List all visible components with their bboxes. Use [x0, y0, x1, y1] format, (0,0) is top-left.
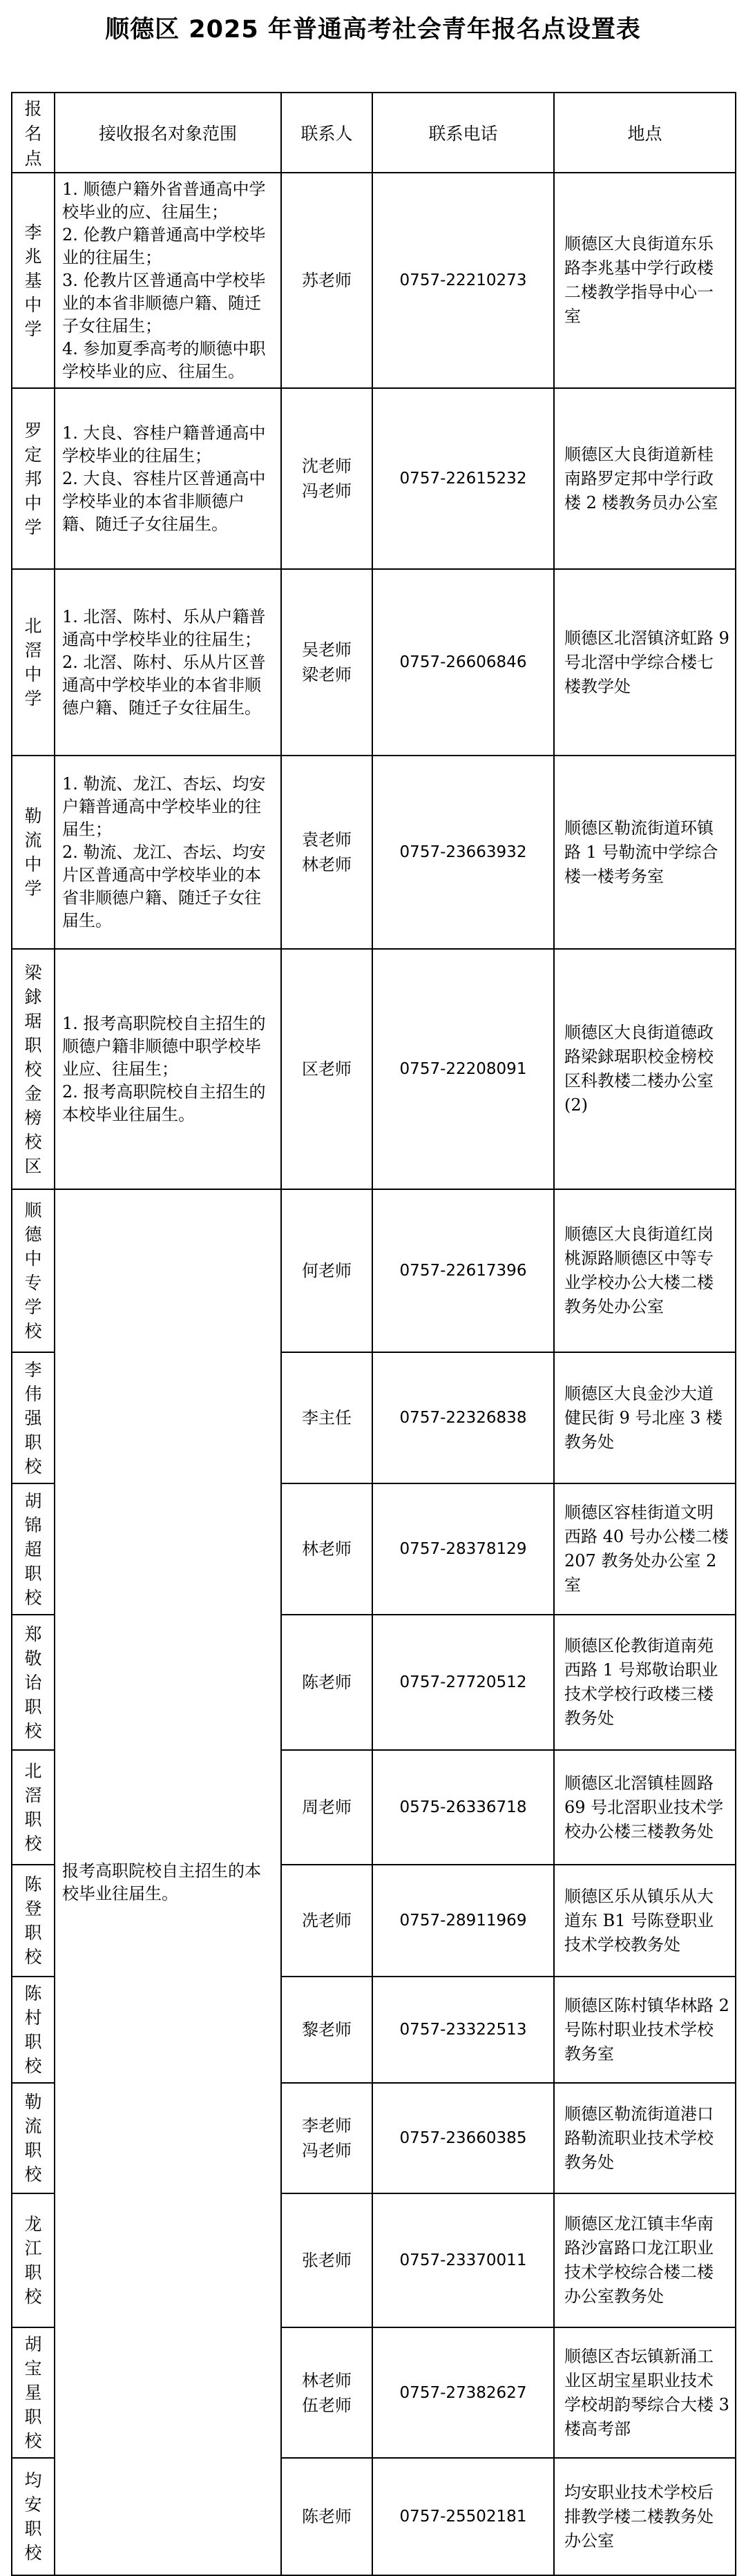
header-contact: 联系人 [281, 93, 372, 173]
cell-contact [281, 1977, 372, 2083]
cell-contact-line: 张老师 [302, 2251, 352, 2270]
cell-scope-line: 1. 报考高职院校自主招生的顺德户籍非顺德中职学校毕业应、往届生； [62, 1013, 266, 1079]
cell-contact-line: 冼老师 [302, 1911, 352, 1930]
cell-contact [281, 2193, 372, 2327]
cell-contact-line: 何老师 [302, 1261, 352, 1280]
cell-phone: 0575-26336718 [372, 1750, 554, 1865]
cell-scope [55, 756, 281, 949]
cell-contact-line: 林老师 [302, 855, 352, 874]
cell-address: 顺德区龙江镇丰华南路沙富路口龙江职业技术学校综合楼二楼办公室教务处 [554, 2193, 736, 2327]
school-name: 北滘职校 [24, 1761, 42, 1854]
cell-address: 顺德区容桂街道文明西路 40 号办公楼二楼 207 教务处办公室 2 室 [554, 1483, 736, 1615]
cell-contact [281, 388, 372, 569]
table-body [12, 173, 736, 2575]
table-row [12, 1189, 736, 1352]
cell-contact-line: 林老师 [302, 2370, 352, 2390]
header-school: 报名点 [12, 93, 55, 173]
cell-scope [55, 949, 281, 1189]
cell-school [12, 1865, 55, 1977]
table-row [12, 388, 736, 569]
cell-scope-line: 1. 北滘、陈村、乐从户籍普通高中学校毕业的往届生； [62, 606, 266, 649]
school-name: 勒流中学 [24, 806, 42, 898]
cell-school [12, 1483, 55, 1615]
cell-contact [281, 1865, 372, 1977]
school-name: 北滘中学 [24, 616, 42, 709]
cell-contact [281, 2083, 372, 2193]
cell-address: 顺德区北滘镇济虹路 9 号北滘中学综合楼七楼教学处 [554, 569, 736, 756]
cell-contact-line: 沈老师 [302, 456, 352, 476]
cell-contact [281, 1352, 372, 1483]
table-row [12, 756, 736, 949]
cell-contact-line: 伍老师 [302, 2395, 352, 2415]
cell-school [12, 2327, 55, 2458]
cell-school [12, 388, 55, 569]
school-name: 顺德中专学校 [24, 1200, 42, 1341]
cell-phone: 0757-27382627 [372, 2327, 554, 2458]
cell-contact-line: 袁老师 [302, 830, 352, 849]
school-name: 李伟强职校 [24, 1359, 42, 1477]
cell-school [12, 2193, 55, 2327]
cell-contact [281, 1750, 372, 1865]
cell-school [12, 2458, 55, 2575]
cell-address: 顺德区大良街道德政路梁銶琚职校金榜校区科教楼二楼办公室(2) [554, 949, 736, 1189]
page-title: 顺德区 2025 年普通高考社会青年报名点设置表 [105, 16, 641, 44]
cell-scope-line: 1. 勒流、龙江、杏坛、均安户籍普通高中学校毕业的往届生； [62, 773, 266, 839]
school-name: 陈登职校 [24, 1874, 42, 1967]
cell-phone: 0757-22326838 [372, 1352, 554, 1483]
school-name: 勒流职校 [24, 2092, 42, 2184]
cell-contact [281, 949, 372, 1189]
table-row [12, 173, 736, 388]
cell-scope-line: 3. 伦教片区普通高中学校毕业的本省非顺德户籍、随迁子女往届生； [62, 270, 266, 336]
cell-address: 顺德区大良金沙大道健民街 9 号北座 3 楼教务处 [554, 1352, 736, 1483]
cell-school [12, 1977, 55, 2083]
cell-address: 顺德区大良街道东乐路李兆基中学行政楼二楼教学指导中心一室 [554, 173, 736, 388]
cell-address: 顺德区北滘镇桂圆路 69 号北滘职业技术学校办公楼三楼教务处 [554, 1750, 736, 1865]
cell-shared-scope: 报考高职院校自主招生的本校毕业往届生。 [55, 1189, 281, 2575]
school-name: 陈村职校 [24, 1983, 42, 2076]
cell-school [12, 2083, 55, 2193]
cell-scope-line: 4. 参加夏季高考的顺德中职学校毕业的应、往届生。 [62, 338, 266, 381]
cell-phone: 0757-27720512 [372, 1615, 554, 1750]
cell-contact-line: 冯老师 [302, 481, 352, 501]
school-name: 均安职校 [24, 2470, 42, 2563]
cell-school [12, 1352, 55, 1483]
cell-phone: 0757-23370011 [372, 2193, 554, 2327]
cell-phone: 0757-23660385 [372, 2083, 554, 2193]
table-header-row [12, 93, 736, 173]
table-row [12, 569, 736, 756]
cell-school [12, 569, 55, 756]
header-phone: 联系电话 [372, 93, 554, 173]
cell-phone: 0757-23663932 [372, 756, 554, 949]
cell-scope-line: 1. 大良、容桂户籍普通高中学校毕业的往届生； [62, 423, 266, 465]
cell-contact-line: 陈老师 [302, 1673, 352, 1692]
registration-table [11, 92, 736, 2576]
cell-school [12, 173, 55, 388]
cell-phone: 0757-22615232 [372, 388, 554, 569]
cell-contact-line: 林老师 [302, 1539, 352, 1559]
cell-contact [281, 569, 372, 756]
cell-contact [281, 1483, 372, 1615]
cell-phone: 0757-23322513 [372, 1977, 554, 2083]
cell-contact-line: 黎老师 [302, 2020, 352, 2039]
cell-scope-line: 2. 勒流、龙江、杏坛、均安片区普通高中学校毕业的本省非顺德户籍、随迁子女往届生。 [62, 842, 266, 930]
cell-phone: 0757-26606846 [372, 569, 554, 756]
cell-scope-line: 2. 报考高职院校自主招生的本校毕业往届生。 [62, 1082, 266, 1124]
cell-school [12, 1189, 55, 1352]
cell-address: 顺德区乐从镇乐从大道东 B1 号陈登职业技术学校教务处 [554, 1865, 736, 1977]
cell-scope-line: 2. 伦教户籍普通高中学校毕业的往届生； [62, 224, 266, 267]
cell-contact-line: 梁老师 [302, 665, 352, 684]
cell-contact-line: 周老师 [302, 1798, 352, 1817]
cell-phone: 0757-22210273 [372, 173, 554, 388]
cell-school [12, 1615, 55, 1750]
cell-address: 顺德区伦教街道南苑西路 1 号郑敬诒职业技术学校行政楼三楼教务处 [554, 1615, 736, 1750]
cell-address: 顺德区大良街道红岗桃源路顺德区中等专业学校办公大楼二楼教务处办公室 [554, 1189, 736, 1352]
cell-address: 顺德区勒流街道港口路勒流职业技术学校教务处 [554, 2083, 736, 2193]
cell-phone: 0757-25502181 [372, 2458, 554, 2575]
cell-address: 顺德区陈村镇华林路 2 号陈村职业技术学校教务室 [554, 1977, 736, 2083]
cell-contact [281, 2458, 372, 2575]
school-name: 罗定邦中学 [24, 420, 42, 537]
cell-contact [281, 2327, 372, 2458]
cell-school [12, 949, 55, 1189]
table-row [12, 949, 736, 1189]
cell-contact-line: 李老师 [302, 2116, 352, 2135]
cell-scope [55, 388, 281, 569]
school-name: 胡宝星职校 [24, 2334, 42, 2451]
school-name: 郑敬诒职校 [24, 1624, 42, 1741]
cell-phone: 0757-28911969 [372, 1865, 554, 1977]
school-name: 胡锦超职校 [24, 1490, 42, 1608]
cell-contact-line: 区老师 [302, 1059, 352, 1079]
cell-contact [281, 1615, 372, 1750]
cell-scope [55, 569, 281, 756]
header-scope: 接收报名对象范围 [55, 93, 281, 173]
cell-contact-line: 冯老师 [302, 2141, 352, 2160]
cell-contact [281, 756, 372, 949]
cell-contact [281, 173, 372, 388]
cell-contact-line: 李主任 [302, 1408, 352, 1428]
cell-address: 顺德区勒流街道环镇路 1 号勒流中学综合楼一楼考务室 [554, 756, 736, 949]
cell-phone: 0757-28378129 [372, 1483, 554, 1615]
school-name: 李兆基中学 [24, 222, 42, 339]
cell-address: 顺德区大良街道新桂南路罗定邦中学行政楼 2 楼教务员办公室 [554, 388, 736, 569]
school-name: 梁銶琚职校金榜校区 [24, 962, 42, 1176]
cell-phone: 0757-22208091 [372, 949, 554, 1189]
cell-address: 顺德区杏坛镇新涌工业区胡宝星职业技术学校胡韵琴综合大楼 3 楼高考部 [554, 2327, 736, 2458]
cell-contact-line: 吴老师 [302, 640, 352, 660]
header-address: 地点 [554, 93, 736, 173]
cell-scope [55, 173, 281, 388]
cell-phone: 0757-22617396 [372, 1189, 554, 1352]
cell-contact-line: 陈老师 [302, 2507, 352, 2526]
cell-address: 均安职业技术学校后排教学楼二楼教务处办公室 [554, 2458, 736, 2575]
cell-school [12, 756, 55, 949]
school-name: 龙江职校 [24, 2214, 42, 2307]
cell-school [12, 1750, 55, 1865]
cell-contact-line: 苏老师 [302, 271, 352, 290]
cell-contact [281, 1189, 372, 1352]
cell-scope-line: 2. 北滘、陈村、乐从片区普通高中学校毕业的本省非顺德户籍、随迁子女往届生。 [62, 652, 266, 718]
cell-scope-line: 2. 大良、容桂片区普通高中学校毕业的本省非顺德户籍、随迁子女往届生。 [62, 468, 266, 534]
cell-scope-line: 1. 顺德户籍外省普通高中学校毕业的应、往届生； [62, 179, 266, 222]
